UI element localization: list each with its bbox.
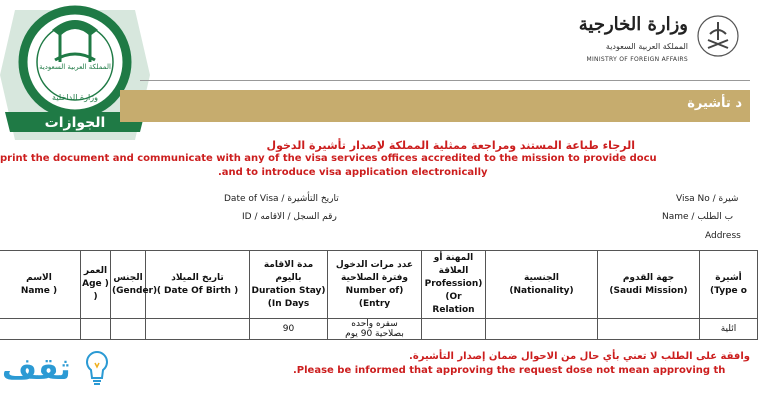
table-cell bbox=[422, 319, 486, 340]
table-header-cell: أشيرة (Type o bbox=[700, 251, 758, 319]
applicant-table bbox=[0, 250, 758, 340]
header-divider bbox=[140, 80, 750, 81]
watermark bbox=[0, 318, 112, 396]
table-header-row bbox=[0, 251, 758, 319]
banner-title: د تأشيرة bbox=[687, 96, 742, 111]
watermark-text: ثقف bbox=[2, 352, 71, 387]
note-en: .Please be informed that approving the request dose not mean approving th bbox=[293, 365, 726, 376]
table-header-cell: الاسم Name ) bbox=[0, 251, 81, 319]
lightbulb-icon bbox=[84, 350, 110, 388]
ministry-name-en: MINISTRY OF FOREIGN AFFAIRS bbox=[586, 56, 688, 63]
table-header-cell: عدد مرات الدخول وفترة الصلاحية Number of) (Entry bbox=[328, 251, 422, 319]
table-cell bbox=[486, 319, 598, 340]
visa-no-label: Visa No / شيرة bbox=[676, 194, 739, 204]
logo-ribbon-text: الجوازات bbox=[44, 115, 106, 131]
id-label: ID / رقم السجل / الاقامه bbox=[242, 212, 337, 222]
date-of-visa-label: Date of Visa / تاريخ التأشيرة bbox=[224, 194, 339, 204]
table-header-cell: جهة القدوم (Saudi Mission) bbox=[598, 251, 700, 319]
logo-ring-text: المملكة العربية السعودية bbox=[39, 63, 111, 71]
instruction-ar: الرجاء طباعة المستند ومراجعة ممثلية المملكة لإصدار تأشيرة الدخول bbox=[266, 139, 635, 152]
table-header-cell: تاريخ الميلاد ( Date Of Birth ) bbox=[146, 251, 250, 319]
title-banner bbox=[120, 90, 750, 122]
table-cell: 90 bbox=[250, 319, 328, 340]
table-cell bbox=[111, 319, 146, 340]
address-label: Address bbox=[705, 231, 741, 241]
table-header-cell: العمر Age ) ) bbox=[81, 251, 111, 319]
table-header-cell: مدة الاقامة باليوم Duration Stay) (In Days bbox=[250, 251, 328, 319]
logo-ministry-text: وزارة الداخلية bbox=[52, 93, 98, 102]
ministry-name-ar: وزارة الخارجية bbox=[578, 14, 688, 35]
table-header-cell: الجنس (Gender) bbox=[111, 251, 146, 319]
table-header-cell: المهنة أو العلاقة Profession) (Or Relation bbox=[422, 251, 486, 319]
ministry-header bbox=[560, 8, 740, 78]
instruction-en-line2: .and to introduce visa application electronically bbox=[218, 167, 488, 178]
saudi-emblem-icon bbox=[696, 14, 740, 58]
name-label: Name / ب الطلب bbox=[662, 212, 734, 222]
table-cell: ائلية bbox=[700, 319, 758, 340]
table-row bbox=[0, 319, 758, 340]
table-cell: سفره واحده بصلاحية 90 يوم bbox=[328, 319, 422, 340]
note-ar: وافقة على الطلب لا تعني بأي حال من الاحوال ضمان إصدار التأشيرة. bbox=[409, 351, 750, 362]
table-cell bbox=[598, 319, 700, 340]
table-header-cell: الجنسية (Nationality) bbox=[486, 251, 598, 319]
ministry-kingdom-ar: المملكة العربية السعودية bbox=[605, 42, 688, 51]
jawazat-logo bbox=[0, 0, 150, 150]
instruction-en-line1: print the document and communicate with any of the visa services offices accredited to the mission to provide docu bbox=[0, 153, 657, 164]
table-cell bbox=[146, 319, 250, 340]
